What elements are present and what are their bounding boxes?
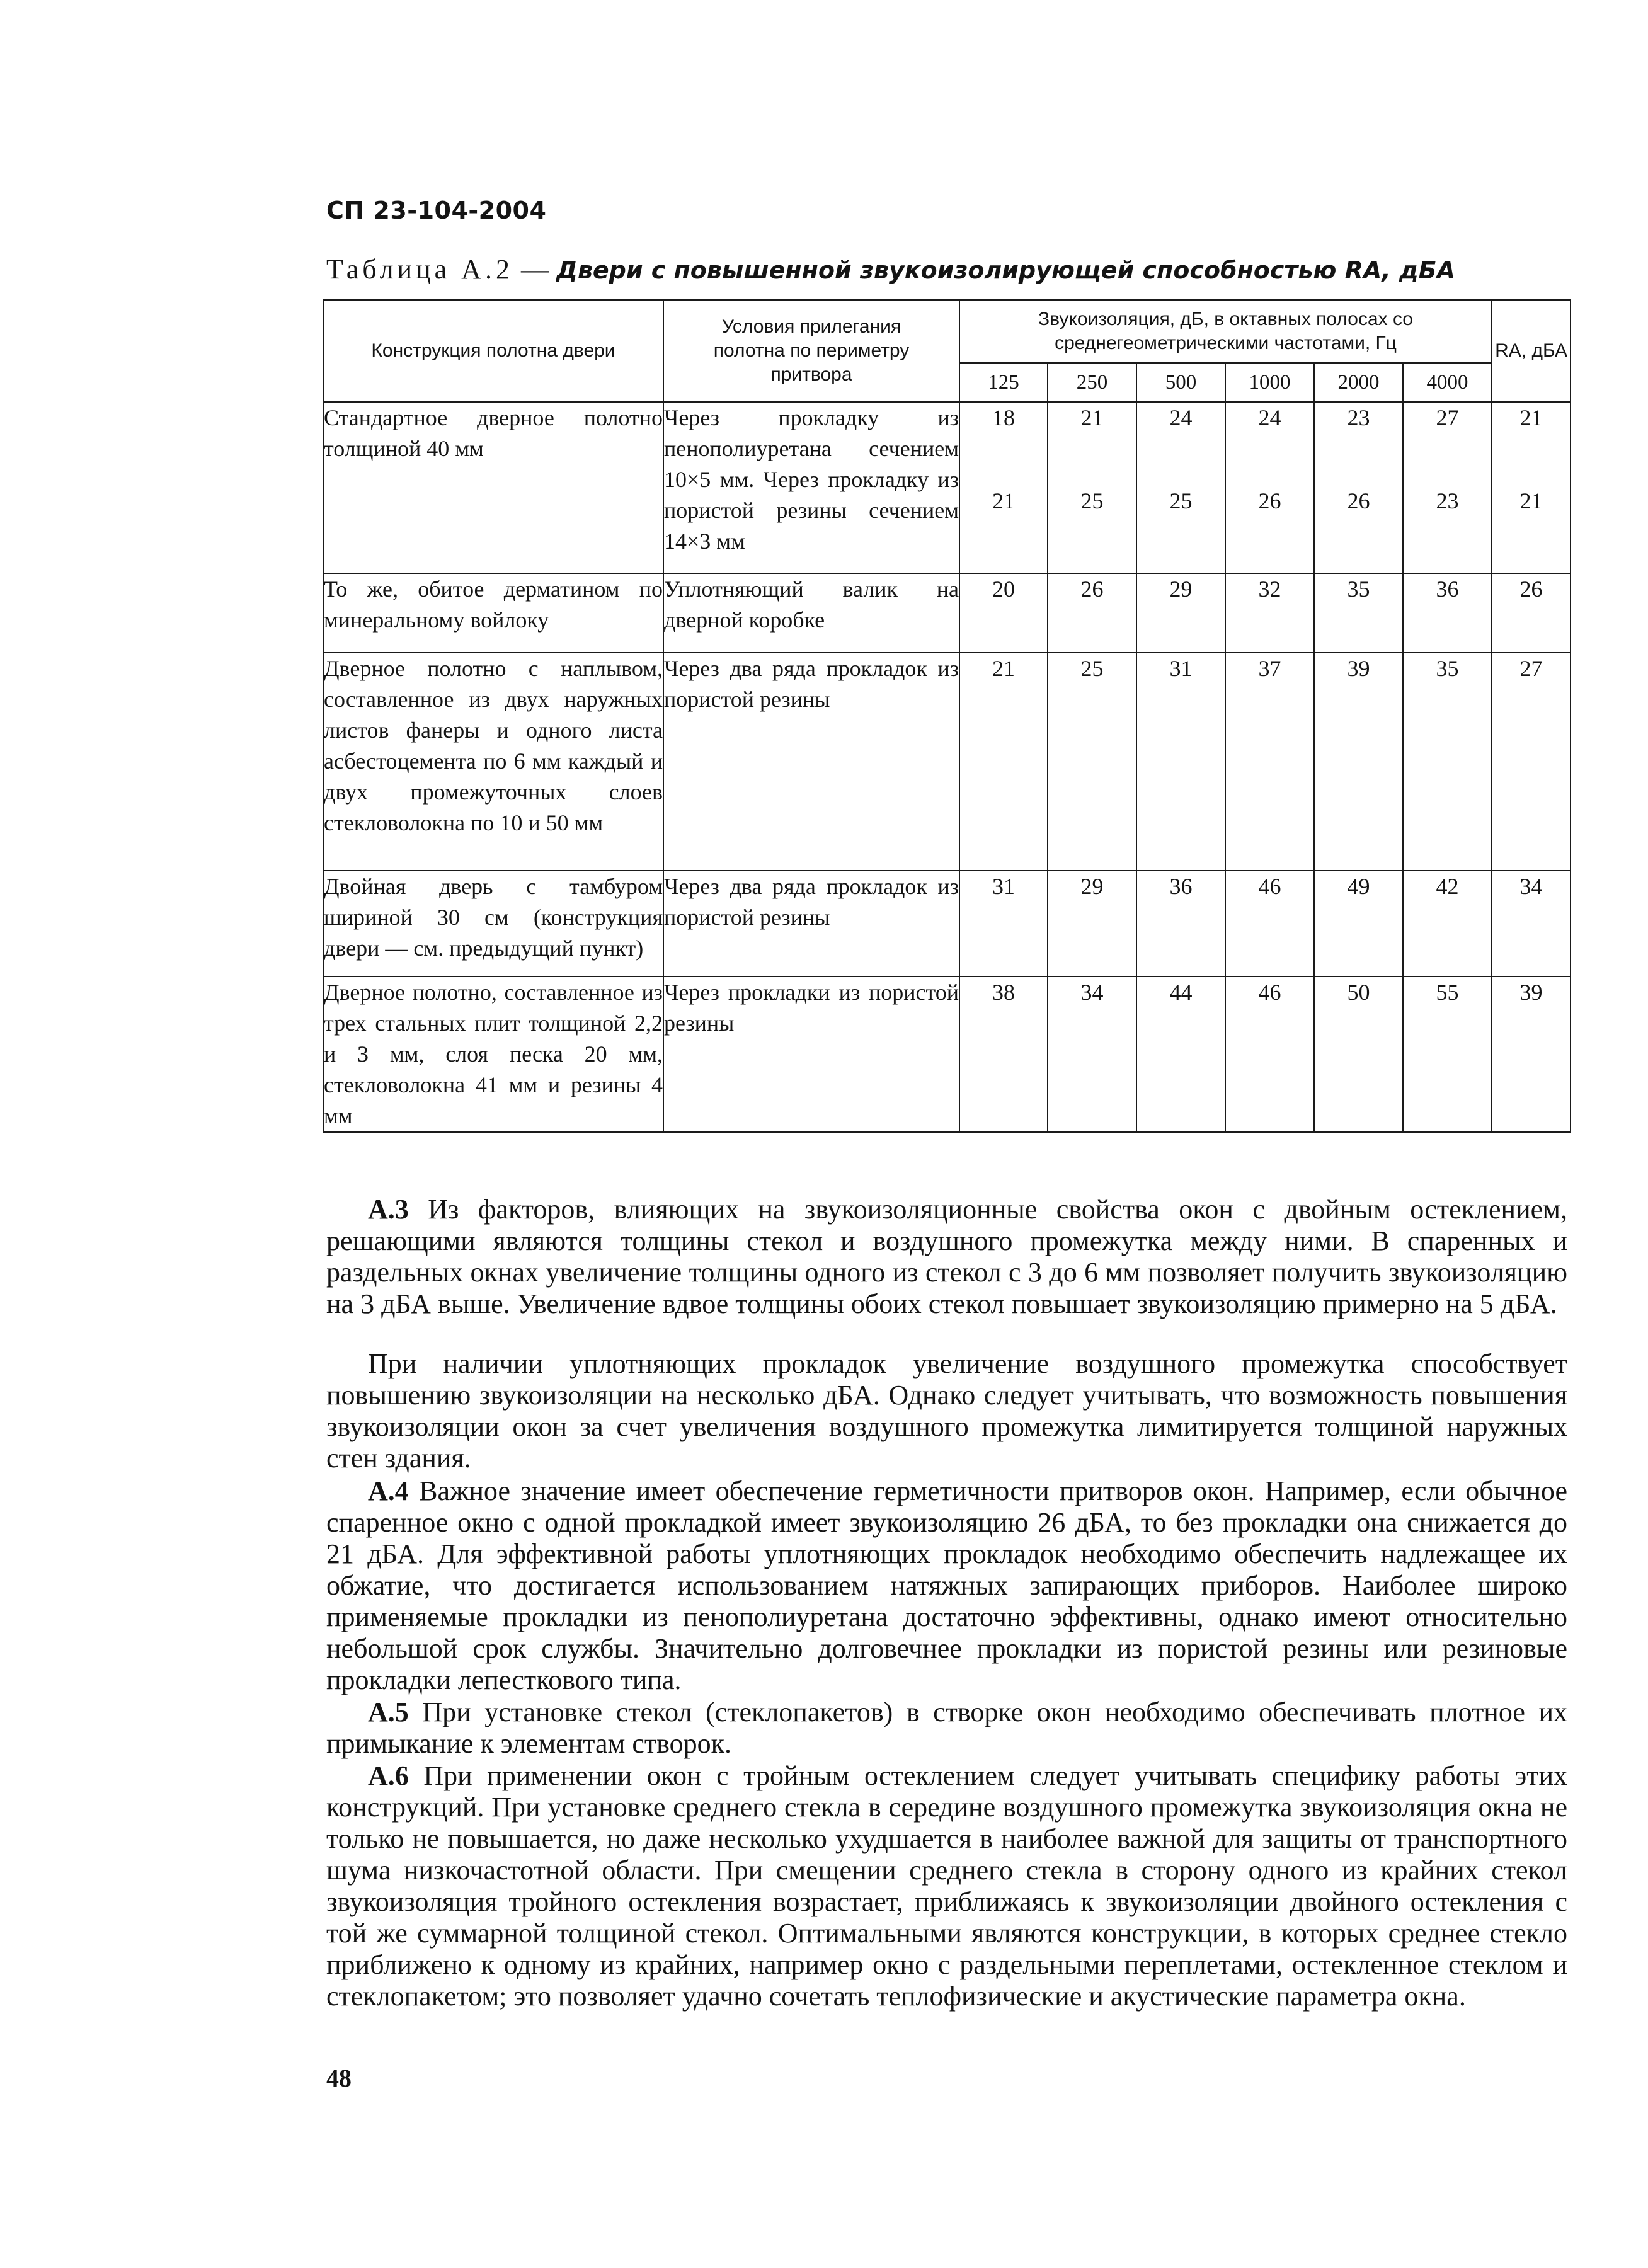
paragraph-a4 <box>326 1475 1567 1696</box>
paragraph-text: При наличии уплотняющих прокладок увеличение воздушного промежутка способствует повышению звукоизоляции на несколько дБА. Однако следует учитывать, что возможность повышения звукоизоляции окон за счет увеличения воздушного промежутка лимитируется толщиной наружных стен здания. <box>326 1348 1567 1474</box>
value-first: 24 <box>1258 405 1281 430</box>
value-first: 21 <box>1080 405 1104 430</box>
cell-value: 36 <box>1403 573 1492 653</box>
value-first: 27 <box>1436 405 1459 430</box>
cell-value: 36 <box>1136 871 1225 976</box>
cell-value: 50 <box>1314 976 1403 1132</box>
cell-value: 31 <box>959 871 1048 976</box>
paragraph-text: При применении окон с тройным остеклением следует учитывать специфику работы этих конструкций. При установке среднего стекла в середине воздушного промежутка звукоизоляция окна не только не повышается, но даже несколько ухудшается в наиболее важной для защиты от транспортного шума низкочастотной области. При смещении среднего стекла в сторону одного из крайних стекол звукоизоляция тройного остекления возрастает, приближаясь к звукоизоляции двойного остекления с той же суммарной толщиной стекол. Оптимальными являются конструкции, в которых среднее стекло приближено к одному из крайних, например окно с раздельными переплетами, остекленное стеклом и стеклопакетом; это позволяет удачно сочетать теплофизические и акустические параметра окна. <box>326 1760 1568 2012</box>
cell-ra: 39 <box>1492 976 1571 1132</box>
cell-value: 35 <box>1403 653 1492 871</box>
cell-value: 29 <box>1136 573 1225 653</box>
page-number: 48 <box>326 2064 352 2092</box>
header-conditions: Условия прилегания полотна по периметру притвора <box>663 300 959 402</box>
paragraph-text: При установке стекол (стеклопакетов) в створке окон необходимо обеспечивать плотное их примыкание к элементам створок. <box>326 1697 1568 1759</box>
value-first: 24 <box>1169 405 1193 430</box>
cell-value <box>1048 402 1136 573</box>
table-row <box>323 976 1571 1132</box>
value-second: 25 <box>1080 488 1104 513</box>
paragraph-a6 <box>326 1760 1567 2012</box>
cell-value: 46 <box>1225 976 1314 1132</box>
cell-construction: Стандартное дверное полотно толщиной 40 мм <box>323 402 663 573</box>
table-row <box>323 573 1571 653</box>
header-frequency: 125 <box>959 363 1048 402</box>
ra-first: 21 <box>1519 405 1543 430</box>
paragraph-text: Из факторов, влияющих на звукоизоляционные свойства окон с двойным остеклением, решающими являются толщины стекол и воздушного промежутка между ними. В спаренных и раздельных окнах увеличение толщины одного из стекол с 3 до 6 мм позволяет получить звукоизоляцию на 3 дБА выше. Увеличение вдвое толщины обоих стекол повышает звукоизоляцию примерно на 5 дБА. <box>326 1194 1567 1319</box>
cell-ra: 27 <box>1492 653 1571 871</box>
cell-value: 46 <box>1225 871 1314 976</box>
header-frequency: 4000 <box>1403 363 1492 402</box>
clause-label: А.5 <box>368 1697 409 1727</box>
clause-label: А.6 <box>368 1760 409 1791</box>
cell-value: 31 <box>1136 653 1225 871</box>
cell-value: 35 <box>1314 573 1403 653</box>
table-title <box>326 253 1455 285</box>
cell-value <box>959 402 1048 573</box>
cell-value: 21 <box>959 653 1048 871</box>
value-first: 23 <box>1347 405 1370 430</box>
table-row <box>323 402 1571 573</box>
value-second: 21 <box>992 488 1015 513</box>
value-first: 18 <box>992 405 1015 430</box>
cell-value: 38 <box>959 976 1048 1132</box>
table-title-text: Двери с повышенной звукоизолирующей способностью RА, дБА <box>556 256 1455 284</box>
header-frequency: 2000 <box>1314 363 1403 402</box>
header-frequency: 500 <box>1136 363 1225 402</box>
cell-conditions: Через два ряда прокладок из пористой резины <box>663 653 959 871</box>
cell-value: 49 <box>1314 871 1403 976</box>
cell-value <box>1314 402 1403 573</box>
table-row <box>323 871 1571 976</box>
paragraph-a3-continued <box>326 1348 1567 1474</box>
cell-value: 26 <box>1048 573 1136 653</box>
cell-value: 55 <box>1403 976 1492 1132</box>
paragraph-text: Важное значение имеет обеспечение герметичности притворов окон. Например, если обычное спаренное окно с одной прокладкой имеет звукоизоляцию 26 дБА, то без прокладки она снижается до 21 дБА. Для эффективной работы уплотняющих прокладок необходимо обеспечить надлежащее их обжатие, что достигается использованием натяжных запирающих приборов. Наиболее широко применяемые прокладки из пенополиуретана достаточно эффективны, однако имеют относительно небольшой срок службы. Значительно долговечнее прокладки из пористой резины или резиновые прокладки лепесткового типа. <box>326 1475 1568 1695</box>
header-frequency: 250 <box>1048 363 1136 402</box>
cell-ra: 34 <box>1492 871 1571 976</box>
table-title-dash: — <box>520 254 549 285</box>
cell-conditions: Через прокладки из пористой резины <box>663 976 959 1132</box>
value-second: 26 <box>1258 488 1281 513</box>
cell-construction: Дверное полотно, составленное из трех стальных плит толщиной 2,2 и 3 мм, слоя песка 20 мм, стекловолокна 41 мм и резины 4 мм <box>323 976 663 1132</box>
cell-value: 34 <box>1048 976 1136 1132</box>
cell-ra: 26 <box>1492 573 1571 653</box>
cell-value: 29 <box>1048 871 1136 976</box>
paragraph-a5 <box>326 1697 1567 1760</box>
header-frequency: 1000 <box>1225 363 1314 402</box>
cell-conditions: Через прокладку из пенополиуретана сечением 10×5 мм. Через прокладку из пористой резины сечением 14×3 мм <box>663 402 959 573</box>
cell-construction: То же, обитое дерматином по минеральному войлоку <box>323 573 663 653</box>
document-code: СП 23-104-2004 <box>326 197 547 224</box>
cell-value: 42 <box>1403 871 1492 976</box>
cell-conditions: Через два ряда прокладок из пористой резины <box>663 871 959 976</box>
paragraph-a3 <box>326 1194 1567 1320</box>
doors-sound-insulation-table <box>323 299 1571 1133</box>
cell-construction: Двойная дверь с тамбуром шириной 30 см (конструкция двери — см. предыдущий пункт) <box>323 871 663 976</box>
cell-value <box>1136 402 1225 573</box>
cell-value: 37 <box>1225 653 1314 871</box>
value-second: 23 <box>1436 488 1459 513</box>
header-construction: Конструкция полотна двери <box>323 300 663 402</box>
clause-label: А.4 <box>368 1475 409 1506</box>
table-row <box>323 653 1571 871</box>
cell-conditions: Уплотняющий валик на дверной коробке <box>663 573 959 653</box>
header-ra: RА, дБА <box>1492 300 1571 402</box>
clause-label: А.3 <box>368 1194 409 1225</box>
ra-second: 21 <box>1519 488 1543 513</box>
cell-value: 25 <box>1048 653 1136 871</box>
header-insulation: Звукоизоляция, дБ, в октавных полосах со среднегеометрическими частотами, Гц <box>959 300 1492 363</box>
value-second: 26 <box>1347 488 1370 513</box>
cell-value: 20 <box>959 573 1048 653</box>
cell-value: 44 <box>1136 976 1225 1132</box>
table-title-lead: Таблица А.2 <box>326 254 513 285</box>
cell-value <box>1403 402 1492 573</box>
value-second: 25 <box>1169 488 1193 513</box>
cell-ra <box>1492 402 1571 573</box>
cell-value <box>1225 402 1314 573</box>
cell-value: 32 <box>1225 573 1314 653</box>
cell-construction: Дверное полотно с наплывом, составленное из двух наружных листов фанеры и одного листа асбестоцемента по 6 мм каждый и двух промежуточных слоев стекловолокна по 10 и 50 мм <box>323 653 663 871</box>
cell-value: 39 <box>1314 653 1403 871</box>
